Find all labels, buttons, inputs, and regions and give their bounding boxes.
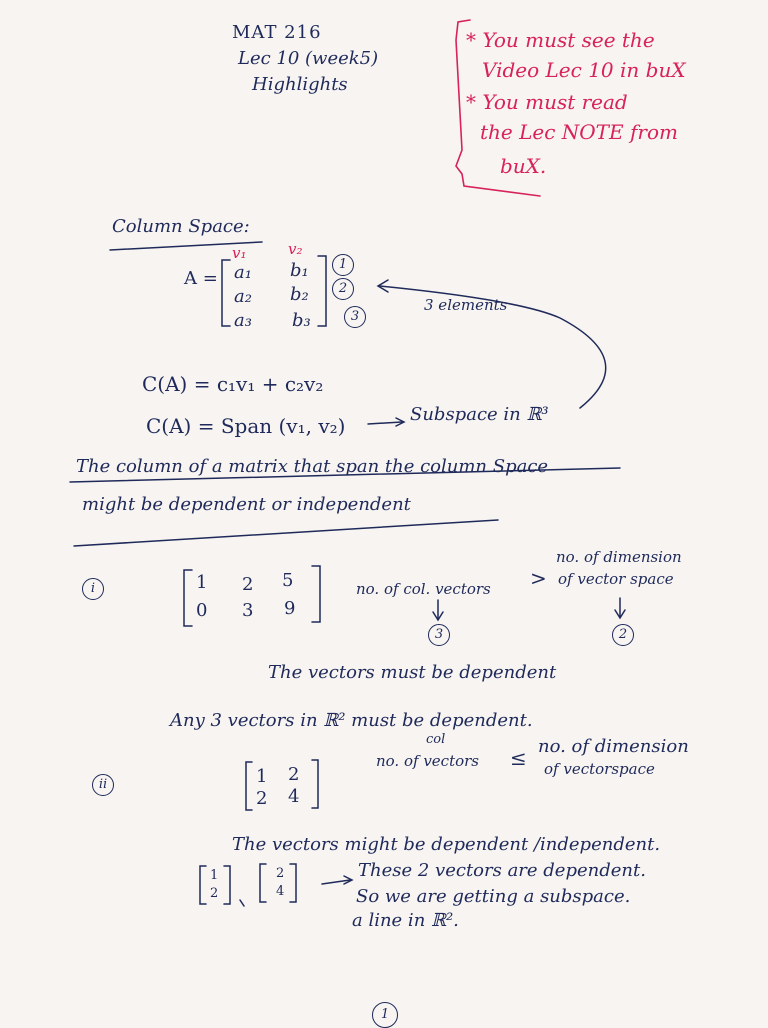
count-left: 3 xyxy=(428,624,450,646)
less-equal-sign: ≤ xyxy=(510,746,527,770)
statement-line-1: The column of a matrix that span the column Space xyxy=(76,456,549,477)
matrix-a-entry: b₃ xyxy=(292,310,311,331)
compare-left-top: col xyxy=(426,732,446,747)
matrix-entry: 1 xyxy=(256,766,268,787)
case-marker: i xyxy=(82,578,104,600)
compare-right-1: no. of dimension xyxy=(538,736,689,757)
compare-left: no. of col. vectors xyxy=(356,580,491,598)
matrix-entry: 5 xyxy=(282,570,294,591)
matrix-entry: 1 xyxy=(196,572,208,593)
row-marker: 2 xyxy=(332,278,354,300)
right-bracket xyxy=(224,866,230,904)
column-space-equation: C(A) = c₁v₁ + c₂v₂ xyxy=(142,372,324,396)
span-equation: C(A) = Span (v₁, v₂) xyxy=(146,414,346,438)
matrix-entry: 2 xyxy=(288,764,300,785)
note-line-1: * You must see the xyxy=(466,28,655,52)
result-line-3: a line in ℝ². xyxy=(352,910,459,931)
row-marker: 1 xyxy=(332,254,354,276)
statement-underline xyxy=(74,520,498,546)
left-bracket xyxy=(184,570,192,626)
note-line-5: buX. xyxy=(500,154,547,178)
vector-entry: 4 xyxy=(276,884,285,899)
highlights-label: Highlights xyxy=(252,74,348,95)
matrix-a-entry: a₂ xyxy=(234,286,252,307)
note-line-3: * You must read xyxy=(466,90,628,114)
statement-underline xyxy=(70,468,620,482)
matrix-a-entry: b₁ xyxy=(290,260,309,281)
note-line-2: Video Lec 10 in buX xyxy=(482,58,686,82)
matrix-a-entry: a₁ xyxy=(234,262,252,283)
result-arrow xyxy=(368,422,402,424)
left-bracket xyxy=(200,866,206,904)
matrix-entry: 4 xyxy=(288,786,300,807)
matrix-entry: 2 xyxy=(242,574,254,595)
case-marker: ii xyxy=(92,774,114,796)
comma-mark xyxy=(240,900,244,906)
left-bracket xyxy=(246,762,252,810)
compare-right-1: no. of dimension xyxy=(556,548,682,566)
compare-right-2: of vector space xyxy=(558,570,674,588)
compare-left: no. of vectors xyxy=(376,752,479,770)
vector-entry: 2 xyxy=(210,886,219,901)
right-bracket xyxy=(290,864,296,902)
matrix-entry: 2 xyxy=(256,788,268,809)
matrix-entry: 0 xyxy=(196,600,208,621)
count-right: 2 xyxy=(612,624,634,646)
matrix-entry: 3 xyxy=(242,600,254,621)
matrix-entry: 9 xyxy=(284,598,296,619)
course-code: MAT 216 xyxy=(232,22,322,43)
page-number: 1 xyxy=(372,1002,398,1028)
greater-than-sign: > xyxy=(530,566,547,590)
matrix-a-entry: a₃ xyxy=(234,310,252,331)
curved-arrow xyxy=(380,286,606,408)
lecture-title: Lec 10 (week5) xyxy=(238,48,379,69)
v2-label: v₂ xyxy=(288,240,303,258)
row-marker: 3 xyxy=(344,306,366,328)
v1-label: v₁ xyxy=(232,244,247,262)
result-line-1: These 2 vectors are dependent. xyxy=(358,860,646,881)
vector-entry: 1 xyxy=(210,868,219,883)
case1-general: Any 3 vectors in ℝ² must be dependent. xyxy=(170,710,533,731)
subspace-result: Subspace in ℝ³ xyxy=(410,404,549,425)
matrix-a-entry: b₂ xyxy=(290,284,309,305)
left-bracket xyxy=(222,260,230,326)
vector-entry: 2 xyxy=(276,866,285,881)
matrix-a-label: A = xyxy=(184,268,218,289)
elements-note: 3 elements xyxy=(424,296,508,314)
left-bracket xyxy=(260,864,266,902)
right-bracket xyxy=(318,256,326,326)
compare-right-2: of vectorspace xyxy=(544,760,655,778)
heading-underline xyxy=(110,242,262,250)
note-brace xyxy=(456,20,540,196)
right-bracket xyxy=(312,760,318,808)
note-line-4: the Lec NOTE from xyxy=(480,120,678,144)
right-bracket xyxy=(312,566,320,622)
column-space-heading: Column Space: xyxy=(112,216,250,237)
case2-conclusion: The vectors might be dependent /independent. xyxy=(232,834,661,855)
case1-conclusion: The vectors must be dependent xyxy=(268,662,557,683)
statement-line-2: might be dependent or independent xyxy=(82,494,411,515)
result-line-2: So we are getting a subspace. xyxy=(356,886,631,907)
